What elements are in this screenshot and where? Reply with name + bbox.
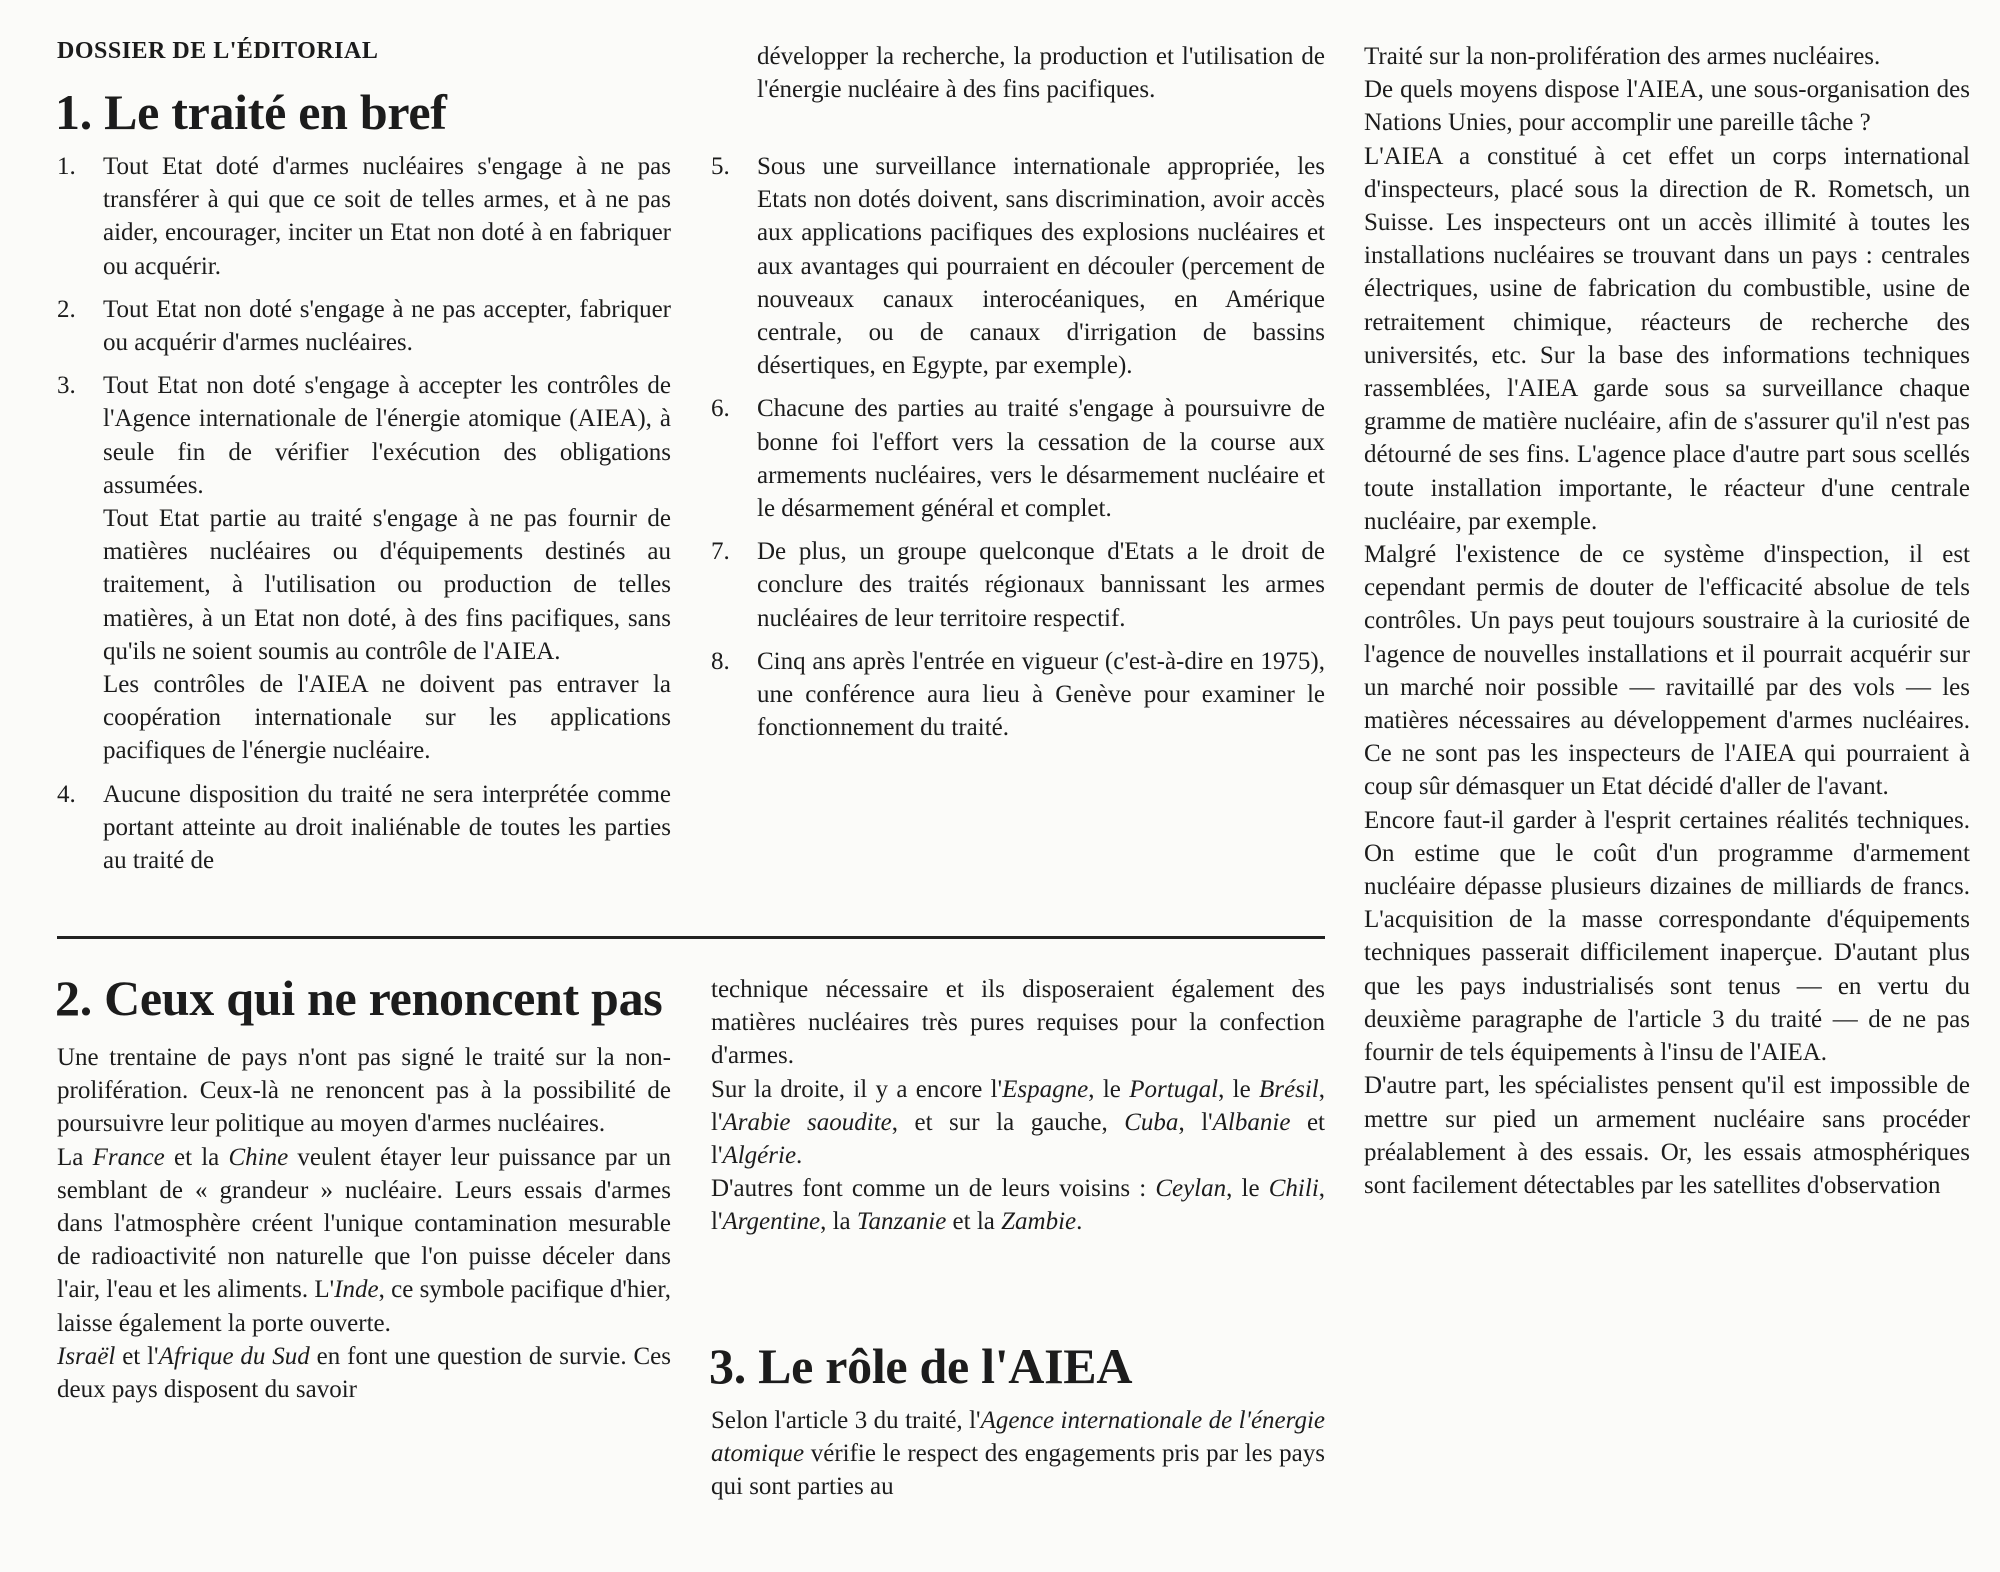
text-run: , l': [711, 1175, 1326, 1236]
item-number: 4.: [57, 780, 76, 808]
emphasis-text: Agence internationale de l'énergie atomique: [711, 1407, 1325, 1468]
emphasis-text: Chine: [228, 1143, 289, 1171]
item-text: Tout Etat partie au traité s'engage à ne pas fournir de matières nucléaires ou d'équipements destinés au traitement, à l'utilisation ou production de telles matières, à un Etat non doté, à des fins pacifiques, sans qu'ils ne soient soumis au contrôle de l'AIEA.: [103, 505, 671, 665]
emphasis-text: Albanie: [1212, 1108, 1291, 1136]
text-run: et l': [711, 1108, 1325, 1170]
list-item: [711, 150, 1325, 382]
section3-title: 3. Le rôle de l'AIEA: [709, 1338, 1133, 1394]
list-item: [711, 645, 1325, 745]
emphasis-text: Tanzanie: [856, 1208, 947, 1236]
section2-paragraph: [57, 1340, 671, 1406]
item-text: Les contrôles de l'AIEA ne doivent pas entraver la coopération internationale sur les applications pacifiques de l'énergie nucléaire.: [103, 671, 671, 765]
item-text: Chacune des parties au traité s'engage à poursuivre de bonne foi l'effort vers la cessation de la course aux armements nucléaires, vers le désarmement nucléaire et le désarmement général et complet.: [757, 395, 1325, 523]
section3-body: [711, 1404, 1325, 1504]
item-number: 3.: [57, 372, 76, 400]
text-run: , l': [711, 1075, 1325, 1136]
emphasis-text: Zambie: [1001, 1208, 1077, 1236]
emphasis-text: Inde: [334, 1276, 379, 1304]
item-text: Tout Etat doté d'armes nucléaires s'engage à ne pas transférer à qui que ce soit de telles armes, et à ne pas aider, encourager, inciter un Etat non doté à en fabriquer ou acquérir.: [103, 153, 671, 280]
text-run: , le: [1088, 1075, 1130, 1103]
text-run: en font une question de survie. Ces deux pays disposent du savoir: [57, 1342, 671, 1404]
item-text: Sous une surveillance internationale appropriée, les Etats non dotés doivent, sans discrimination, avoir accès aux applications pacifiques des explosions nucléaires et aux avantages qui pourraient en découler (percement de nouveaux canaux interocéaniques, en Amérique centrale, ou de canaux d'irrigation de bassins désertiques, en Egypte, par exemple).: [757, 153, 1325, 380]
text-run: et l': [115, 1342, 159, 1370]
list-item: [711, 535, 1325, 635]
list-item: [57, 293, 671, 359]
section2-title: 2. Ceux qui ne renoncent pas: [55, 970, 663, 1026]
text-run: .: [1076, 1208, 1083, 1236]
text-run: veulent étayer leur puissance par un semblant de « grandeur » nucléaire. Leurs essais d'armes dans l'atmosphère créent l'unique contamination mesurable de radioactivité non naturelle que l'on puisse déceler dans l'air, l'eau et les aliments. L': [57, 1143, 672, 1304]
section3-paragraph: De quels moyens dispose l'AIEA, une sous-organisation des Nations Unies, pour accomplir une pareille tâche ?: [1364, 76, 1970, 137]
emphasis-text: Afrique du Sud: [158, 1342, 310, 1370]
item-number: 8.: [711, 647, 730, 675]
emphasis-text: Ceylan: [1155, 1175, 1227, 1203]
section2-paragraph: technique nécessaire et ils disposeraient également des matières nucléaires très pures requises pour la confection d'armes.: [711, 976, 1325, 1070]
emphasis-text: Cuba: [1124, 1108, 1179, 1136]
emphasis-text: Espagne: [1002, 1075, 1089, 1103]
text-run: , la: [820, 1208, 857, 1236]
emphasis-text: Algérie: [722, 1142, 797, 1170]
item-text: De plus, un groupe quelconque d'Etats a le droit de conclure des traités régionaux bannissant les armes nucléaires de leur territoire respectif.: [757, 538, 1325, 632]
list-item: [711, 392, 1325, 525]
section2-body-cont: [711, 973, 1325, 1239]
text-run: , et sur la gauche,: [891, 1108, 1125, 1136]
section2-paragraph: [711, 1172, 1325, 1238]
text-run: et la: [164, 1143, 229, 1171]
section1-title: 1. Le traité en bref: [55, 84, 447, 140]
section3-paragraph: L'AIEA a constitué à cet effet un corps international d'inspecteurs, placé sous la direction de R. Rometsch, un Suisse. Les inspecteurs ont un accès illimité à toutes les installations nucléaires se trouvant dans un pays : centrales électriques, usine de fabrication du combustible, usine de retraitement chimique, réacteurs de recherche des universités, etc. Sur la base des informations techniques rassemblées, l'AIEA garde sous sa surveillance chaque gramme de matière nucléaire, afin de s'assurer qu'il n'est pas détourné de ses fins. L'agence place d'autre part sous scellés toute installation importante, le réacteur d'une centrale nucléaire, par exemple.: [1364, 142, 1970, 535]
section3-body-cont: [1364, 40, 1970, 1202]
section2-paragraph: [57, 1141, 671, 1340]
emphasis-text: Argentine: [722, 1208, 821, 1236]
item-text: Cinq ans après l'entrée en vigueur (c'est-à-dire en 1975), une conférence aura lieu à Genève pour examiner le fonctionnement du traité.: [757, 647, 1325, 742]
text-run: Selon l'article 3 du traité, l': [711, 1407, 981, 1434]
item-number: 1.: [57, 153, 76, 180]
section-divider: [57, 936, 1325, 939]
emphasis-text: France: [92, 1143, 165, 1171]
section2-paragraph: Une trentaine de pays n'ont pas signé le traité sur la non-prolifération. Ceux-là ne renoncent pas à la possibilité de poursuivre leur politique au moyen d'armes nucléaires.: [57, 1044, 671, 1138]
emphasis-text: Brésil: [1259, 1075, 1319, 1103]
item-number: 6.: [711, 395, 730, 423]
item-text: Tout Etat non doté s'engage à accepter les contrôles de l'Agence internationale de l'énergie atomique (AIEA), à seule fin de vérifier l'exécution des obligations assumées.: [103, 372, 671, 499]
section2-paragraph: [711, 1073, 1325, 1173]
text-run: .: [796, 1142, 803, 1170]
text-run: , le: [1218, 1075, 1260, 1103]
emphasis-text: Chili: [1268, 1175, 1319, 1203]
text-run: Sur la droite, il y a encore l': [711, 1075, 1003, 1103]
item4-continuation: développer la recherche, la production et l'utilisation de l'énergie nucléaire à des fins pacifiques.: [757, 43, 1325, 104]
section3-paragraph: [711, 1404, 1325, 1504]
text-run: , l': [1178, 1108, 1213, 1136]
emphasis-text: Arabie saoudite: [722, 1108, 892, 1136]
section2-body: [57, 1041, 671, 1406]
list-item: [57, 778, 671, 878]
item-text: Tout Etat non doté s'engage à ne pas accepter, fabriquer ou acquérir d'armes nucléaires.: [103, 295, 671, 357]
treaty-list-2: [711, 150, 1325, 754]
item-number: 5.: [711, 153, 730, 180]
text-run: vérifie le respect des engagements pris par les pays qui sont parties au: [711, 1440, 1325, 1501]
section3-paragraph: Malgré l'existence de ce système d'inspection, il est cependant permis de douter de l'efficacité absolue de tels contrôles. Un pays peut toujours soustraire à la curiosité de l'agence de nouvelles installations et il pourrait acquérir sur un marché noir possible — ravitaillé par des vols — les matières nécessaires au développement d'armes nucléaires. Ce ne sont pas les inspecteurs de l'AIEA qui pourraient à coup sûr démasquer un Etat décidé d'aller de l'avant.: [1364, 541, 1970, 801]
item-number: 2.: [57, 295, 76, 323]
text-run: D'autres font comme un de leurs voisins :: [711, 1175, 1156, 1203]
text-run: La: [57, 1143, 93, 1171]
list-item: [57, 369, 671, 767]
emphasis-text: Israël: [57, 1342, 116, 1370]
kicker: DOSSIER DE L'ÉDITORIAL: [57, 38, 379, 64]
list-item: [57, 150, 671, 283]
section3-paragraph: D'autre part, les spécialistes pensent qu'il est impossible de mettre sur pied un armement nucléaire sans procéder préalablement à des essais. Or, les essais atmosphériques sont facilement détectables par les satellites d'observation: [1364, 1072, 1970, 1199]
section3-paragraph: Traité sur la non-prolifération des armes nucléaires.: [1364, 43, 1881, 70]
item-text: Aucune disposition du traité ne sera interprétée comme portant atteinte au droit inaliénable de toutes les parties au traité de: [103, 780, 671, 875]
section3-paragraph: Encore faut-il garder à l'esprit certaines réalités techniques. On estime que le coût d'un programme d'armement nucléaire dépasse plusieurs dizaines de milliards de francs. L'acquisition de la masse correspondante d'équipements techniques passerait difficilement inaperçue. D'autant plus que les pays industrialisés sont tenus — en vertu du deuxième paragraphe de l'article 3 du traité — de ne pas fournir de tels équipements à l'insu de l'AIEA.: [1364, 806, 1970, 1067]
text-run: et la: [946, 1208, 1002, 1236]
text-run: , ce symbole pacifique d'hier, laisse également la porte ouverte.: [57, 1276, 671, 1337]
emphasis-text: Portugal: [1129, 1075, 1219, 1103]
text-run: , le: [1226, 1175, 1269, 1203]
treaty-list-1: [57, 150, 671, 887]
item-number: 7.: [711, 538, 730, 566]
